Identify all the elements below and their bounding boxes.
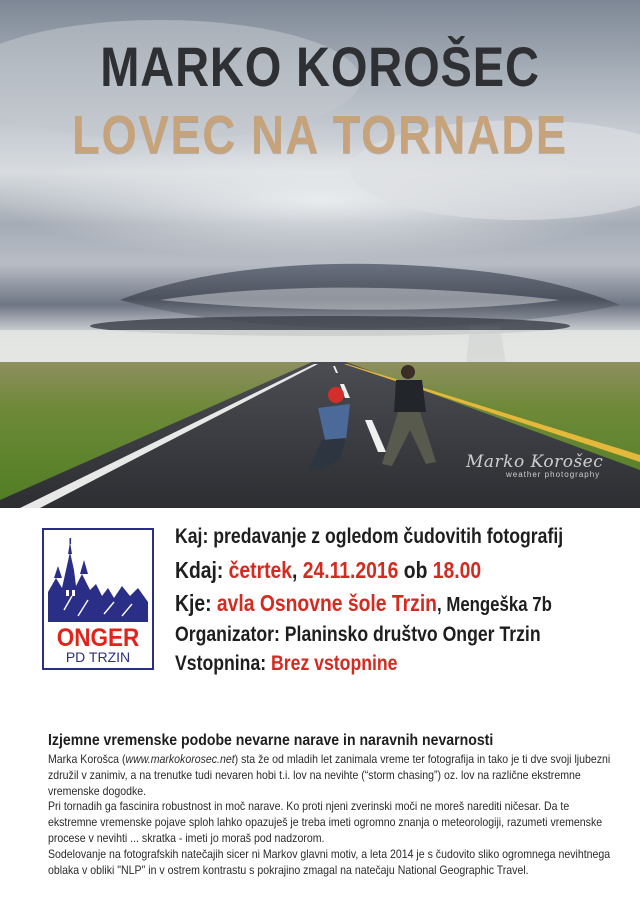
photo-signature bbox=[466, 452, 636, 479]
logo-word: ONGER bbox=[56, 624, 140, 652]
when-day: četrtek bbox=[228, 557, 293, 583]
description-paragraph-2: Pri tornadih ga fascinira robustnost in moč narave. Ko proti njeni zverinski moči ne moreš narediti ničesar. Da te ekstremne vremenske pojave sploh lahko opazuješ je treba imeti ogromno znanja o meteorologiji, razumeti vremenske procese v nevihti ... skratka - imeti jo moraš pod nadzorom. bbox=[48, 799, 603, 845]
info-organizer bbox=[175, 623, 541, 647]
where-label: Kje: bbox=[175, 590, 212, 616]
when-comma: , bbox=[292, 557, 298, 583]
info-where bbox=[175, 590, 552, 617]
info-when bbox=[175, 557, 481, 584]
where-address: , Mengeška 7b bbox=[436, 594, 552, 616]
info-what bbox=[175, 525, 563, 549]
fee-label: Vstopnina: bbox=[175, 652, 267, 675]
description-title: Izjemne vremenske podobe nevarne narave in naravnih nevarnosti bbox=[48, 732, 494, 749]
when-time: 18.00 bbox=[432, 557, 482, 583]
church-mountain-icon bbox=[44, 530, 152, 626]
p1-start: Marka Korošca ( bbox=[48, 752, 126, 766]
organizer-label: Organizator: bbox=[175, 623, 280, 646]
logo-subtitle: PD TRZIN bbox=[65, 649, 131, 665]
when-label: Kdaj: bbox=[175, 557, 224, 583]
info-entry-fee bbox=[175, 652, 397, 676]
onger-logo bbox=[42, 528, 154, 670]
speaker-name: MARKO KOROŠEC bbox=[100, 35, 540, 98]
event-title: LOVEC NA TORNADE bbox=[72, 105, 568, 165]
p1-end: ) sta že od mladih let zanimala vreme ter fotografija in tako je ti dve svoji ljubezni združil v zanimiv, a na trenutke tudi nevaren hobi t.i. lov na nevihte (“storm chasing”) oz. lov na različne ekstremne vremenske dogodke. bbox=[48, 752, 611, 798]
fee-value: Brez vstopnine bbox=[271, 652, 398, 675]
when-ob: ob bbox=[403, 557, 428, 583]
description bbox=[48, 732, 613, 878]
website-link[interactable]: www.markokorosec.net bbox=[125, 752, 235, 766]
where-place: avla Osnovne šole Trzin bbox=[216, 590, 437, 616]
what-value: predavanje z ogledom čudovitih fotografij bbox=[213, 525, 564, 548]
when-date: 24.11.2016 bbox=[302, 557, 399, 583]
signature-tagline: weather photography bbox=[506, 470, 601, 479]
description-paragraph-1 bbox=[48, 752, 611, 799]
organizer-value: Planinsko društvo Onger Trzin bbox=[284, 623, 541, 646]
what-label: Kaj: bbox=[175, 525, 209, 548]
description-body bbox=[48, 752, 611, 878]
signature-name: Marko Korošec bbox=[466, 452, 604, 472]
description-paragraph-3: Sodelovanje na fotografskih natečajih sicer ni Markov glavni motiv, a leta 2014 je s čudovito sliko ogromnega nevihtnega oblaka v obliki "NLP" in v ostrem kontrastu s pokrajino zmagal na natečaju National Geographic Travel. bbox=[48, 846, 611, 877]
